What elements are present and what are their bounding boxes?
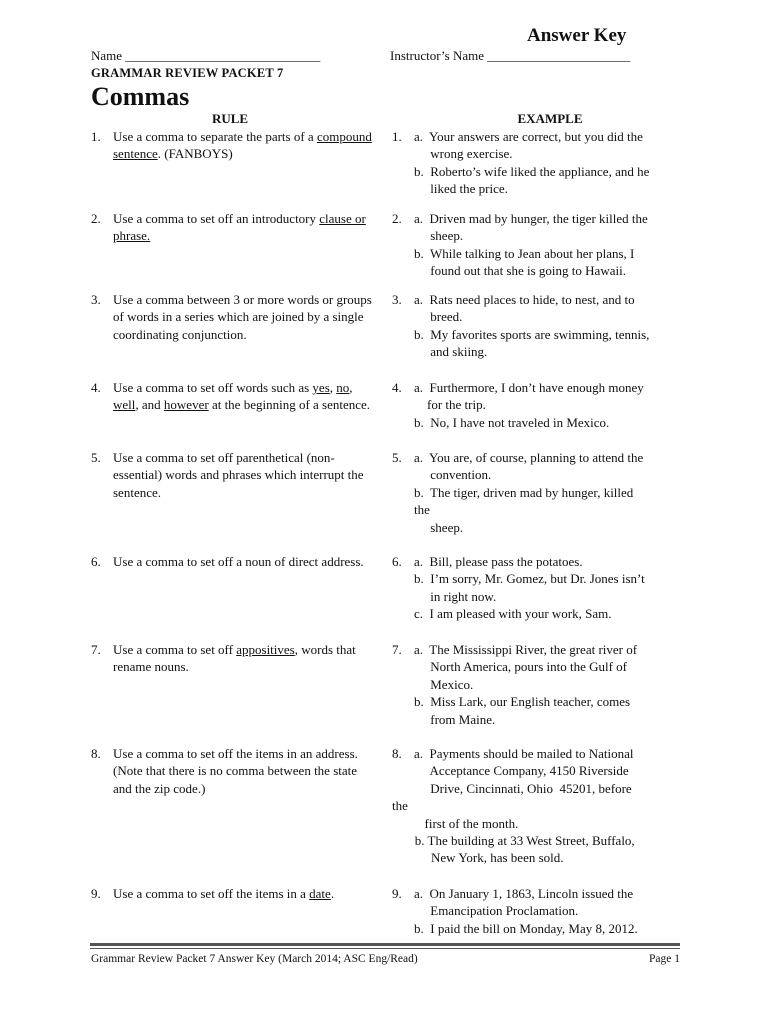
rule-text-segment: . (FANBOYS)	[157, 146, 233, 162]
example-line: found out that she is going to Hawaii.	[414, 263, 626, 279]
example-line: and skiing.	[414, 344, 488, 360]
rule-text	[113, 553, 378, 570]
rule-text-segment: Use a comma to set off the items in a	[113, 886, 310, 901]
rule-text	[113, 291, 378, 343]
example-line: b. The building at 33 West Street, Buffalo,	[392, 833, 635, 848]
example-line: a. The Mississippi River, the great river of	[414, 642, 638, 657]
example-line: c. I am pleased with your work, Sam.	[414, 606, 612, 622]
rule-number: 6.	[91, 554, 101, 569]
example-number: 1.	[392, 129, 402, 144]
example-line: b. I paid the bill on Monday, May 8, 2012.	[414, 920, 638, 936]
rule-number: 1.	[91, 129, 101, 144]
example-line: Emancipation Proclamation.	[414, 903, 579, 919]
answer-key-label: Answer Key	[527, 25, 627, 46]
example-line: b. Roberto’s wife liked the appliance, and he	[414, 163, 650, 179]
example-number: 8.	[392, 746, 402, 761]
example-line: wrong exercise.	[414, 146, 513, 162]
rule-text-segment: Use a comma to set off a noun of direct address.	[113, 554, 364, 569]
example-line: b. My favorites sports are swimming, tennis,	[414, 326, 650, 342]
footer-text: Grammar Review Packet 7 Answer Key (March 2014; ASC Eng/Read)	[91, 953, 418, 965]
rule-number: 8.	[91, 746, 101, 761]
example-line: b. The tiger, driven mad by hunger, killed	[414, 484, 634, 500]
rule-text-segment: Use a comma between 3 or more words or groups of words in a series which are joined by a single coordinating conjunction.	[113, 292, 372, 342]
rule-text-segment: , words that rename nouns.	[113, 642, 356, 675]
example-line: the	[392, 798, 408, 814]
underlined-term: compound sentence	[113, 129, 372, 162]
rule-text-segment: Use a comma to set off words such as	[113, 380, 313, 395]
example-line: Acceptance Company, 4150 Riverside	[414, 763, 629, 779]
example-line: a. Bill, please pass the potatoes.	[414, 554, 583, 569]
rule-text	[113, 210, 378, 245]
rule-text-segment: , and	[135, 397, 164, 413]
example-line: a. Payments should be mailed to National	[414, 746, 634, 761]
example-line: for the trip.	[414, 397, 486, 413]
rule-text-segment: ,	[329, 380, 337, 395]
example-line: from Maine.	[414, 711, 496, 727]
rule-text-segment: .	[330, 886, 335, 901]
example-line: a. On January 1, 1863, Lincoln issued the	[414, 886, 634, 901]
example-line: convention.	[414, 467, 492, 483]
underlined-term: however	[163, 397, 209, 413]
example-number: 4.	[392, 380, 402, 395]
underlined-term: well	[113, 397, 136, 413]
example-line: a. Rats need places to hide, to nest, and to	[414, 292, 635, 307]
rule-text-segment: ,	[349, 380, 353, 395]
rule-text-segment: Use a comma to set off the items in an address. (Note that there is no comma between the state and the zip code.)	[113, 746, 358, 796]
underlined-term: yes	[312, 380, 330, 395]
example-line: Drive, Cincinnati, Ohio 45201, before	[414, 780, 632, 796]
example-line: the	[414, 502, 430, 518]
rule-text-segment: Use a comma to separate the parts of a	[113, 129, 317, 144]
example-line: b. Miss Lark, our English teacher, comes	[414, 694, 631, 710]
example-line: Mexico.	[414, 676, 474, 692]
rule-text	[113, 641, 378, 676]
example-number: 7.	[392, 642, 402, 657]
example-line: b. No, I have not traveled in Mexico.	[414, 414, 610, 430]
example-line: b. While talking to Jean about her plans, I	[414, 245, 635, 261]
example-number: 9.	[392, 886, 402, 901]
example-column-header: EXAMPLE	[517, 111, 583, 126]
rule-column-header: RULE	[211, 111, 249, 126]
rule-text	[113, 379, 378, 414]
example-line: first of the month.	[392, 815, 519, 831]
example-number: 6.	[392, 554, 402, 569]
example-line: liked the price.	[414, 181, 508, 197]
example-line: in right now.	[414, 588, 497, 604]
rule-number: 3.	[91, 292, 101, 307]
page-title: Commas	[91, 82, 190, 111]
rule-text	[113, 745, 378, 797]
example-line: b. I’m sorry, Mr. Gomez, but Dr. Jones isn’t	[414, 571, 645, 587]
underlined-term: appositives	[236, 642, 295, 657]
example-number: 5.	[392, 450, 402, 465]
footer-divider-thin	[90, 948, 680, 949]
example-line: New York, has been sold.	[392, 850, 564, 866]
rule-text-segment: Use a comma to set off parenthetical (non-essential) words and phrases which interrupt the sentence.	[113, 450, 364, 500]
instructor-name-line: Instructor’s Name ______________________	[390, 48, 631, 63]
rule-number: 9.	[91, 886, 101, 901]
footer-divider-thick	[90, 943, 680, 946]
rule-text-segment: at the beginning of a sentence.	[208, 397, 371, 413]
example-line: North America, pours into the Gulf of	[414, 659, 628, 675]
rule-text-segment: Use a comma to set off an introductory	[113, 211, 320, 226]
packet-title: GRAMMAR REVIEW PACKET 7	[91, 66, 284, 80]
example-line: sheep.	[414, 519, 464, 535]
example-line: breed.	[414, 309, 463, 325]
name-field-line: Name ______________________________	[91, 48, 321, 63]
rule-number: 2.	[91, 211, 101, 226]
page-number: Page 1	[649, 953, 680, 965]
rule-text	[113, 449, 378, 501]
example-line: a. Driven mad by hunger, the tiger killed the	[414, 211, 648, 226]
rule-text	[113, 885, 378, 902]
example-line: sheep.	[414, 228, 464, 244]
rule-number: 5.	[91, 450, 101, 465]
example-line: a. You are, of course, planning to attend the	[414, 450, 644, 465]
rule-number: 4.	[91, 380, 101, 395]
rule-number: 7.	[91, 642, 101, 657]
example-number: 3.	[392, 292, 402, 307]
example-line: a. Furthermore, I don’t have enough money	[414, 380, 644, 395]
underlined-term: no	[336, 380, 350, 395]
underlined-term: clause or phrase.	[113, 211, 366, 244]
underlined-term: date	[309, 886, 331, 901]
example-number: 2.	[392, 211, 402, 226]
example-line: a. Your answers are correct, but you did the	[414, 129, 643, 144]
rule-text-segment: Use a comma to set off	[113, 642, 237, 657]
rule-text	[113, 128, 378, 163]
